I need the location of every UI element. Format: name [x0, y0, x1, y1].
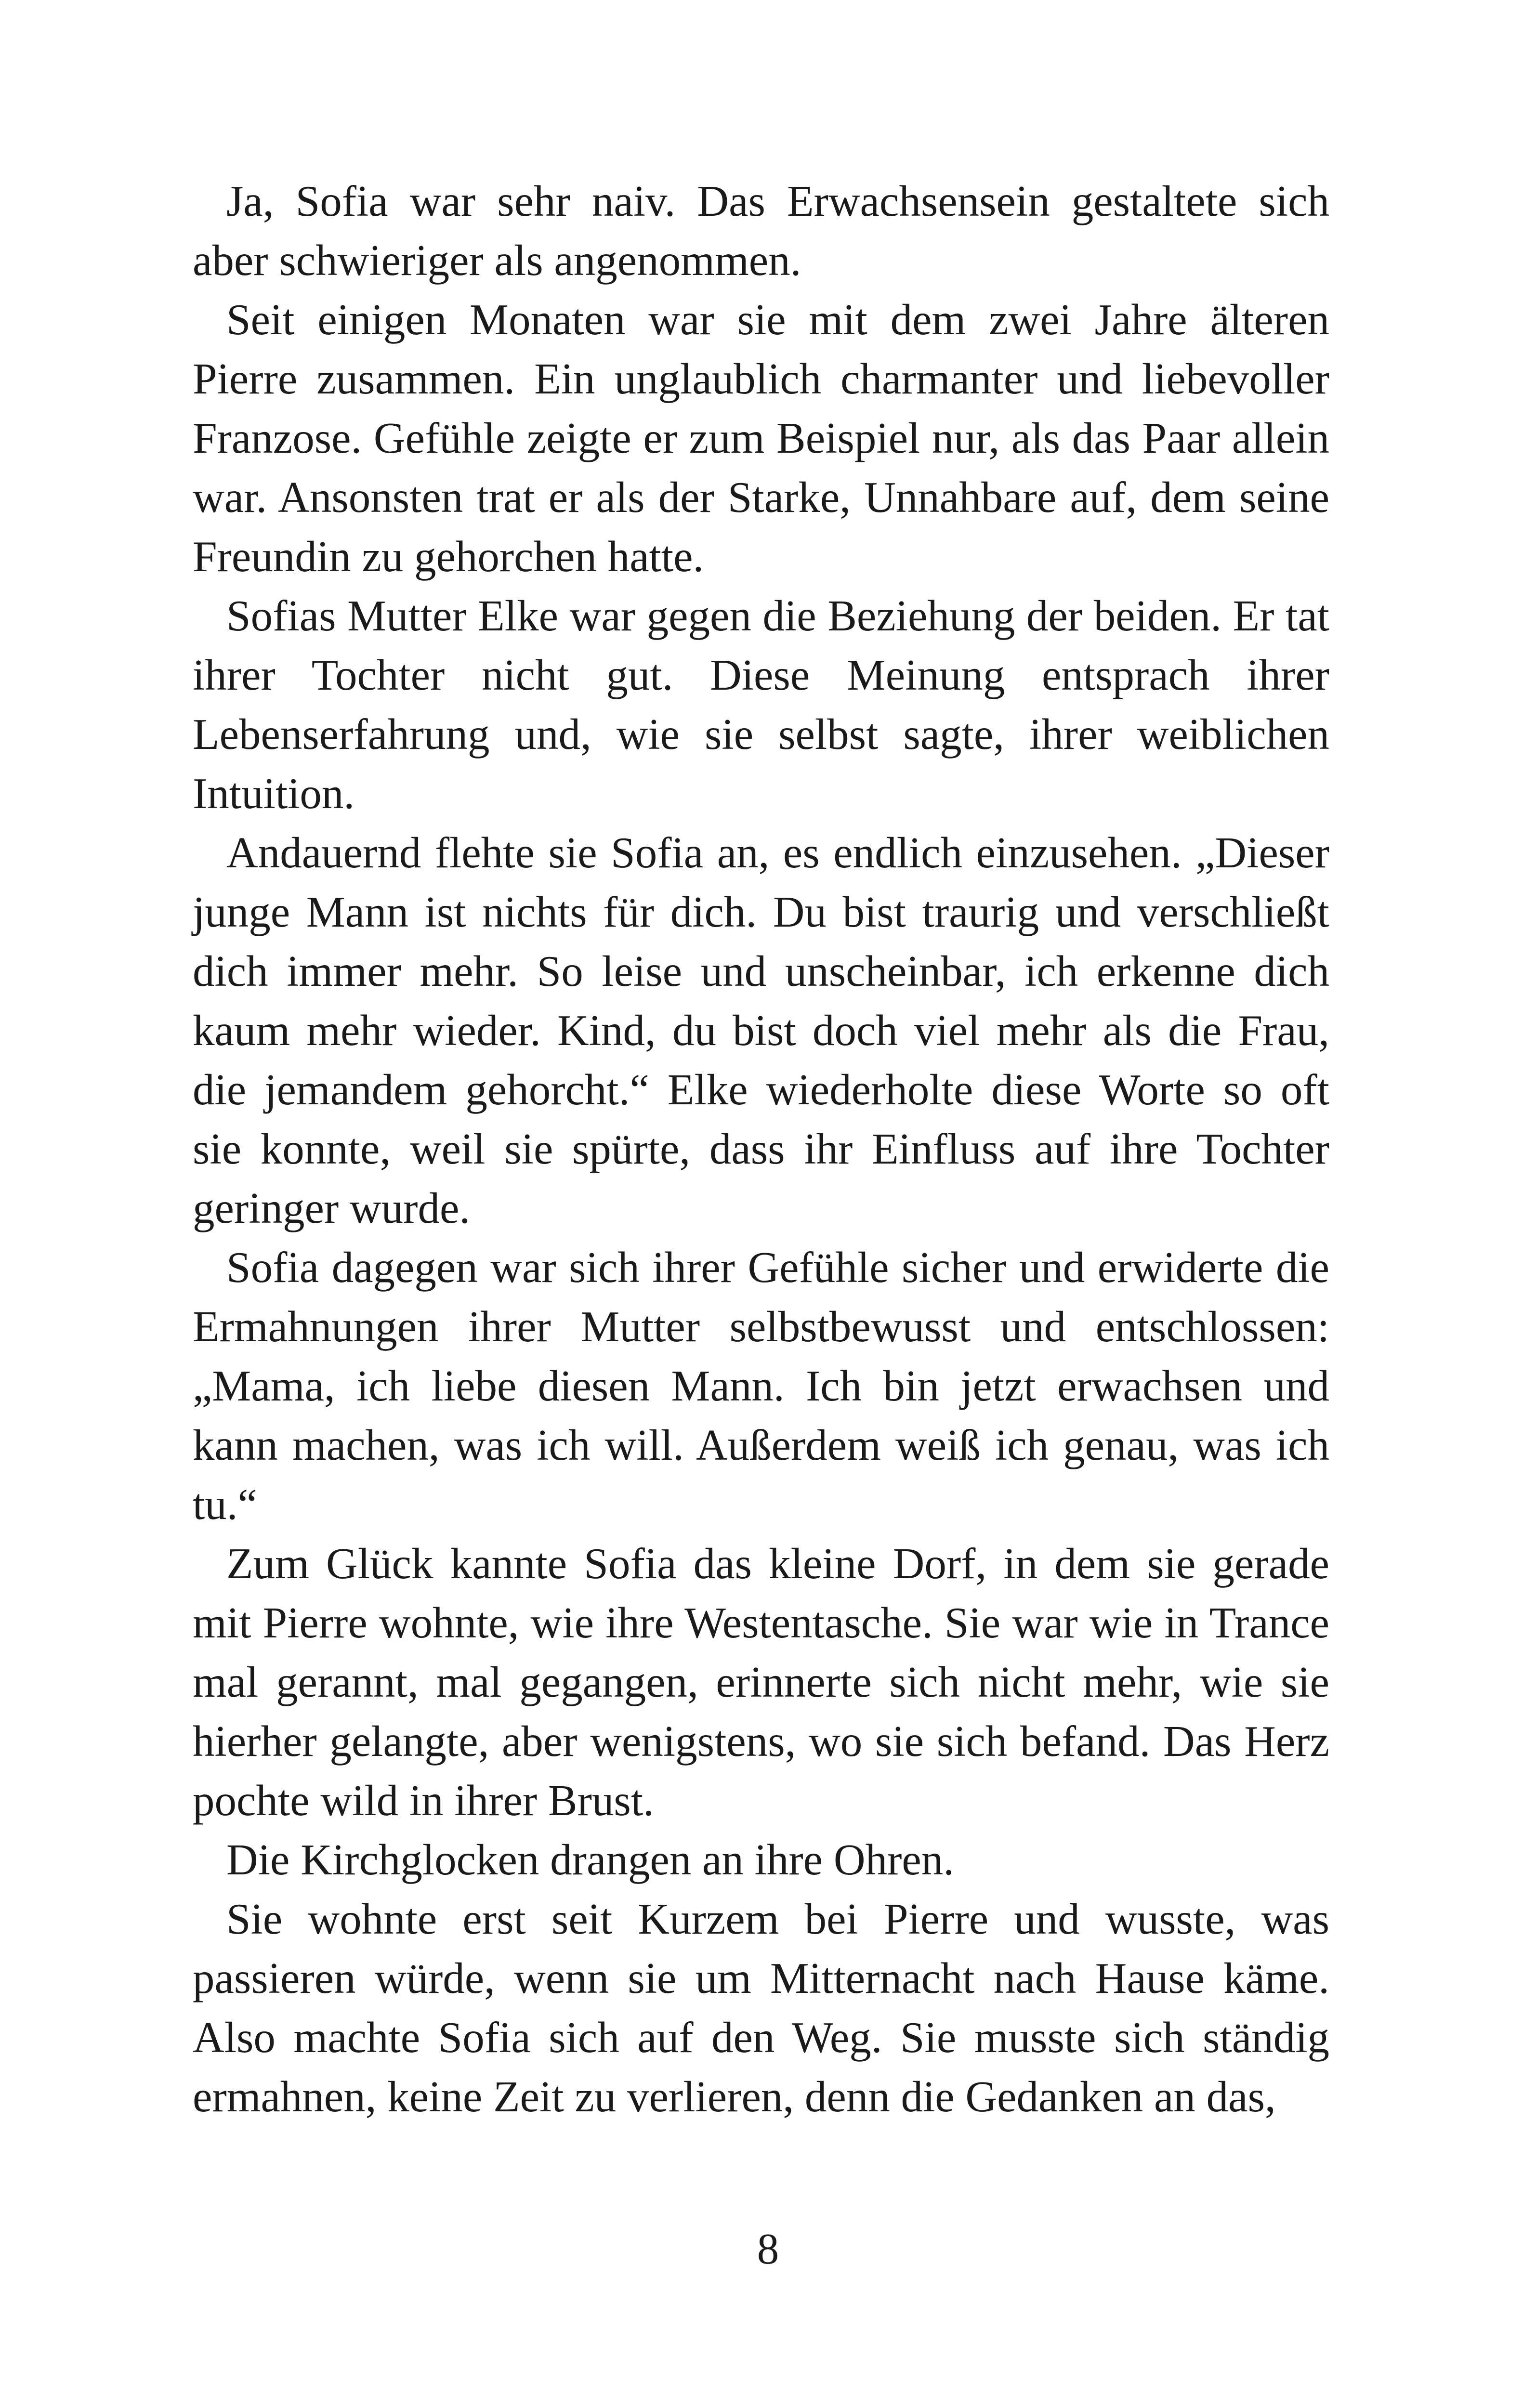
paragraph-3: Sofias Mutter Elke war gegen die Beziehung der beiden. Er tat ihrer Tochter nicht gut. Diese Meinung entsprach ihrer Lebenserfahrung und, wie sie selbst sagte, ihrer weiblichen Intuition.	[193, 591, 1329, 818]
paragraph-7: Die Kirchglocken drangen an ihre Ohren.	[226, 1835, 955, 1884]
paragraph-5: Sofia dagegen war sich ihrer Gefühle sicher und erwiderte die Ermahnungen ihrer Mutter selbstbewusst und entschlossen: „Mama, ich liebe diesen Mann. Ich bin jetzt erwachsen und kann machen, was ich will. Außerdem weiß ich genau, was ich tu.“	[193, 1243, 1329, 1529]
paragraph-8: Sie wohnte erst seit Kurzem bei Pierre und wusste, was passieren würde, wenn sie um Mitternacht nach Hause käme. Also machte Sofia sich auf den Weg. Sie musste sich ständig ermahnen, keine Zeit zu verlieren, denn die Gedanken an das,	[193, 1895, 1329, 2121]
page-number: 8	[757, 2225, 779, 2273]
paragraph-2: Seit einigen Monaten war sie mit dem zwei Jahre älteren Pierre zusammen. Ein unglaublich charmanter und liebevoller Franzose. Gefühle zeigte er zum Beispiel nur, als das Paar allein war. Ansonsten trat er als der Starke, Unnahbare auf, dem seine Freundin zu gehorchen hatte.	[193, 295, 1329, 581]
paragraph-1: Ja, Sofia war sehr naiv. Das Erwachsensein gestaltete sich aber schwieriger als angenommen.	[193, 177, 1329, 285]
paragraph-6: Zum Glück kannte Sofia das kleine Dorf, in dem sie gerade mit Pierre wohnte, wie ihre Westentasche. Sie war wie in Trance mal gerannt, mal gegangen, erinnerte sich nicht mehr, wie sie hierher gelangte, aber wenigstens, wo sie sich befand. Das Herz pochte wild in ihrer Brust.	[193, 1539, 1329, 1825]
body-text	[193, 171, 1329, 2126]
paragraph-4: Andauernd flehte sie Sofia an, es endlich einzusehen. „Dieser junge Mann ist nichts für dich. Du bist traurig und verschließt dich immer mehr. So leise und unscheinbar, ich erkenne dich kaum mehr wieder. Kind, du bist doch viel mehr als die Frau, die jemandem gehorcht.“ Elke wiederholte diese Worte so oft sie konnte, weil sie spürte, dass ihr Einfluss auf ihre Tochter geringer wurde.	[193, 828, 1329, 1232]
